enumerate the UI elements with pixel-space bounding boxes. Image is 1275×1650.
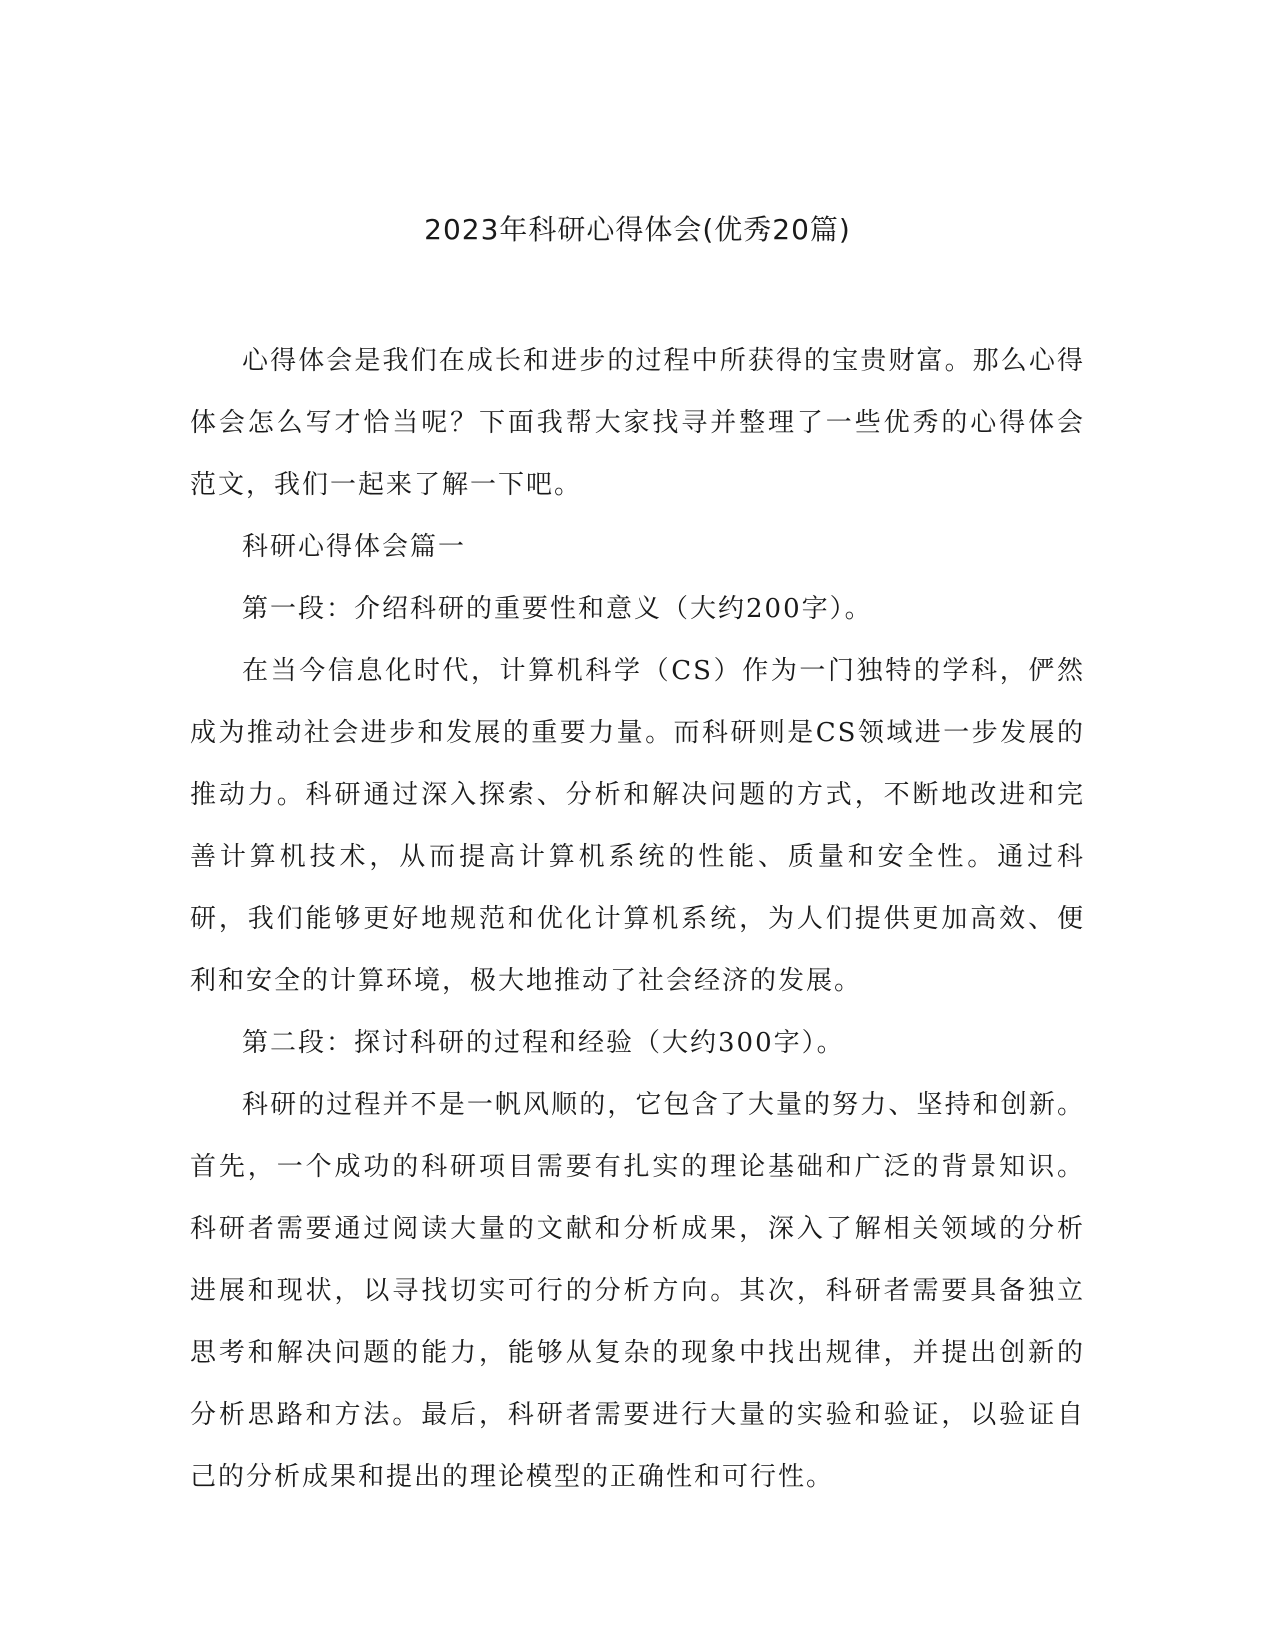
document-body: [190, 330, 1085, 1508]
document-title: 2023年科研心得体会(优秀20篇): [424, 213, 851, 246]
subheading-paragraph-two: 第二段：探讨科研的过程和经验（大约300字）。: [242, 1028, 845, 1058]
section-heading-part-one: 科研心得体会篇一: [242, 532, 467, 562]
subheading-paragraph-one: 第一段：介绍科研的重要性和意义（大约200字）。: [242, 594, 873, 624]
body-paragraph: 科研的过程并不是一帆风顺的，它包含了大量的努力、坚持和创新。首先，一个成功的科研项目需要有扎实的理论基础和广泛的背景知识。科研者需要通过阅读大量的文献和分析成果，深入了解相关领域的分析进展和现状，以寻找切实可行的分析方向。其次，科研者需要具备独立思考和解决问题的能力，能够从复杂的现象中找出规律，并提出创新的分析思路和方法。最后，科研者需要进行大量的实验和验证，以验证自己的分析成果和提出的理论模型的正确性和可行性。: [190, 1090, 1085, 1492]
intro-paragraph: 心得体会是我们在成长和进步的过程中所获得的宝贵财富。那么心得体会怎么写才恰当呢？下面我帮大家找寻并整理了一些优秀的心得体会范文，我们一起来了解一下吧。: [190, 346, 1085, 500]
body-paragraph: 在当今信息化时代，计算机科学（CS）作为一门独特的学科，俨然成为推动社会进步和发展的重要力量。而科研则是CS领域进一步发展的推动力。科研通过深入探索、分析和解决问题的方式，不断地改进和完善计算机技术，从而提高计算机系统的性能、质量和安全性。通过科研，我们能够更好地规范和优化计算机系统，为人们提供更加高效、便利和安全的计算环境，极大地推动了社会经济的发展。: [190, 656, 1085, 996]
